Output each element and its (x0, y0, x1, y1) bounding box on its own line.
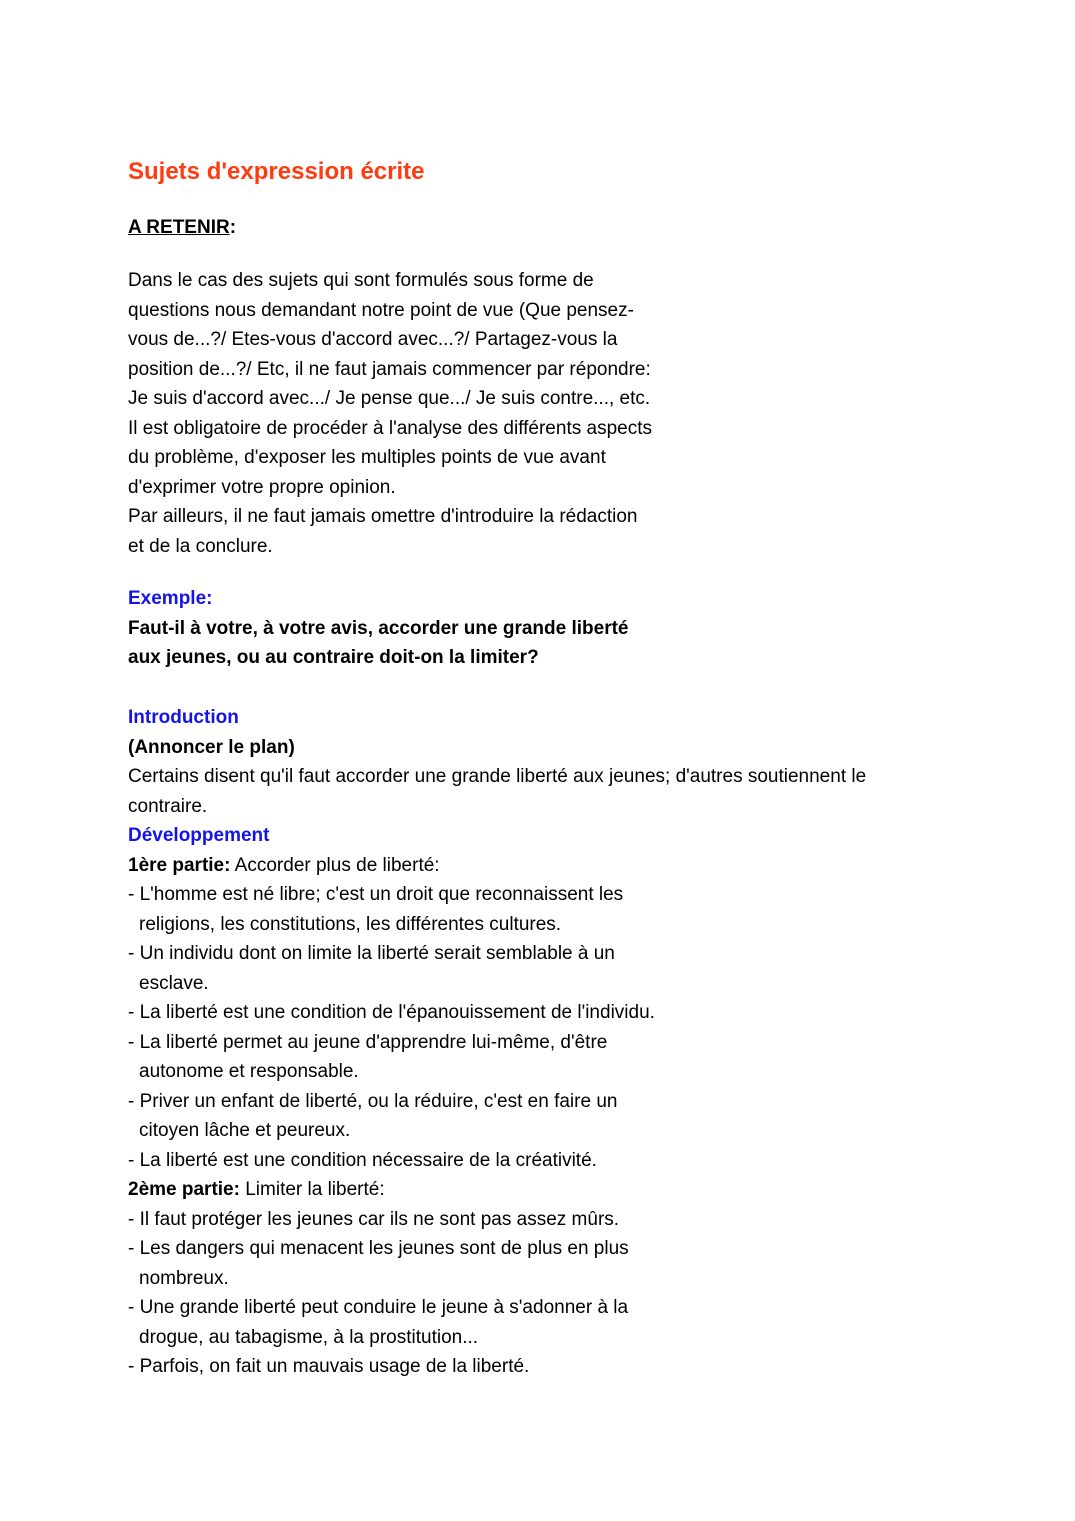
paragraph-line: Par ailleurs, il ne faut jamais omettre d'introduire la rédaction (128, 506, 638, 527)
retenir-label: A RETENIR (128, 217, 230, 238)
paragraph-line: Dans le cas des sujets qui sont formulés sous forme de (128, 270, 594, 291)
retenir-colon: : (229, 217, 237, 238)
list-item: - L'homme est né libre; c'est un droit que reconnaissent les (128, 884, 624, 905)
introduction-heading: Introduction (128, 707, 239, 728)
part1-text: Accorder plus de liberté: (230, 854, 440, 876)
paragraph-line: et de la conclure. (128, 535, 273, 557)
paragraph-line: Il est obligatoire de procéder à l'analyse des différents aspects (128, 417, 652, 439)
list-item: - La liberté est une condition nécessaire de la créativité. (128, 1149, 597, 1171)
paragraph-line: questions nous demandant notre point de vue (Que pensez- (128, 299, 634, 321)
exemple-question-line: aux jeunes, ou au contraire doit-on la limiter? (128, 647, 539, 668)
exemple-heading: Exemple: (128, 588, 213, 609)
list-item: - Une grande liberté peut conduire le jeune à s'adonner à la (128, 1297, 629, 1318)
list-item: - La liberté est une condition de l'épanouissement de l'individu. (128, 1002, 655, 1023)
list-item-continuation: nombreux. (139, 1267, 229, 1289)
paragraph-line: du problème, d'exposer les multiples points de vue avant (128, 447, 606, 468)
list-item-continuation: religions, les constitutions, les différentes cultures. (139, 913, 562, 935)
list-item-continuation: citoyen lâche et peureux. (139, 1120, 351, 1141)
paragraph-line: position de...?/ Etc, il ne faut jamais commencer par répondre: (128, 358, 651, 380)
plan-section (128, 703, 866, 1382)
part2-label: 2ème partie: (128, 1179, 240, 1200)
list-item: - Les dangers qui menacent les jeunes sont de plus en plus (128, 1238, 629, 1259)
page-title: Sujets d'expression écrite (128, 158, 425, 185)
list-item: - Il faut protéger les jeunes car ils ne sont pas assez mûrs. (128, 1208, 620, 1230)
exemple-section (128, 584, 629, 673)
introduction-line: contraire. (128, 795, 208, 817)
introduction-line: Certains disent qu'il faut accorder une grande liberté aux jeunes; d'autres soutiennent le (128, 766, 867, 787)
paragraph-line: vous de...?/ Etes-vous d'accord avec...?/ Partagez-vous la (128, 329, 618, 350)
introduction-sublabel: (Annoncer le plan) (128, 736, 295, 758)
paragraph-line: d'exprimer votre propre opinion. (128, 476, 396, 498)
retenir-paragraph (128, 266, 652, 561)
part1-label: 1ère partie: (128, 854, 231, 876)
exemple-question-line: Faut-il à votre, à votre avis, accorder une grande liberté (128, 617, 629, 639)
part2-text: Limiter la liberté: (239, 1179, 385, 1200)
list-item-continuation: autonome et responsable. (139, 1061, 359, 1082)
list-item: - Priver un enfant de liberté, ou la réduire, c'est en faire un (128, 1090, 618, 1112)
list-item: - La liberté permet au jeune d'apprendre lui-même, d'être (128, 1031, 608, 1053)
list-item: - Un individu dont on limite la liberté serait semblable à un (128, 943, 615, 964)
list-item: - Parfois, on fait un mauvais usage de la liberté. (128, 1356, 530, 1377)
part2-heading (128, 1175, 866, 1205)
list-item-continuation: esclave. (139, 972, 209, 994)
part1-heading (128, 851, 866, 881)
paragraph-line: Je suis d'accord avec.../ Je pense que.../ Je suis contre..., etc. (128, 388, 651, 409)
list-item-continuation: drogue, au tabagisme, à la prostitution... (139, 1326, 479, 1348)
retenir-heading (128, 215, 236, 241)
developpement-heading: Développement (128, 825, 270, 846)
